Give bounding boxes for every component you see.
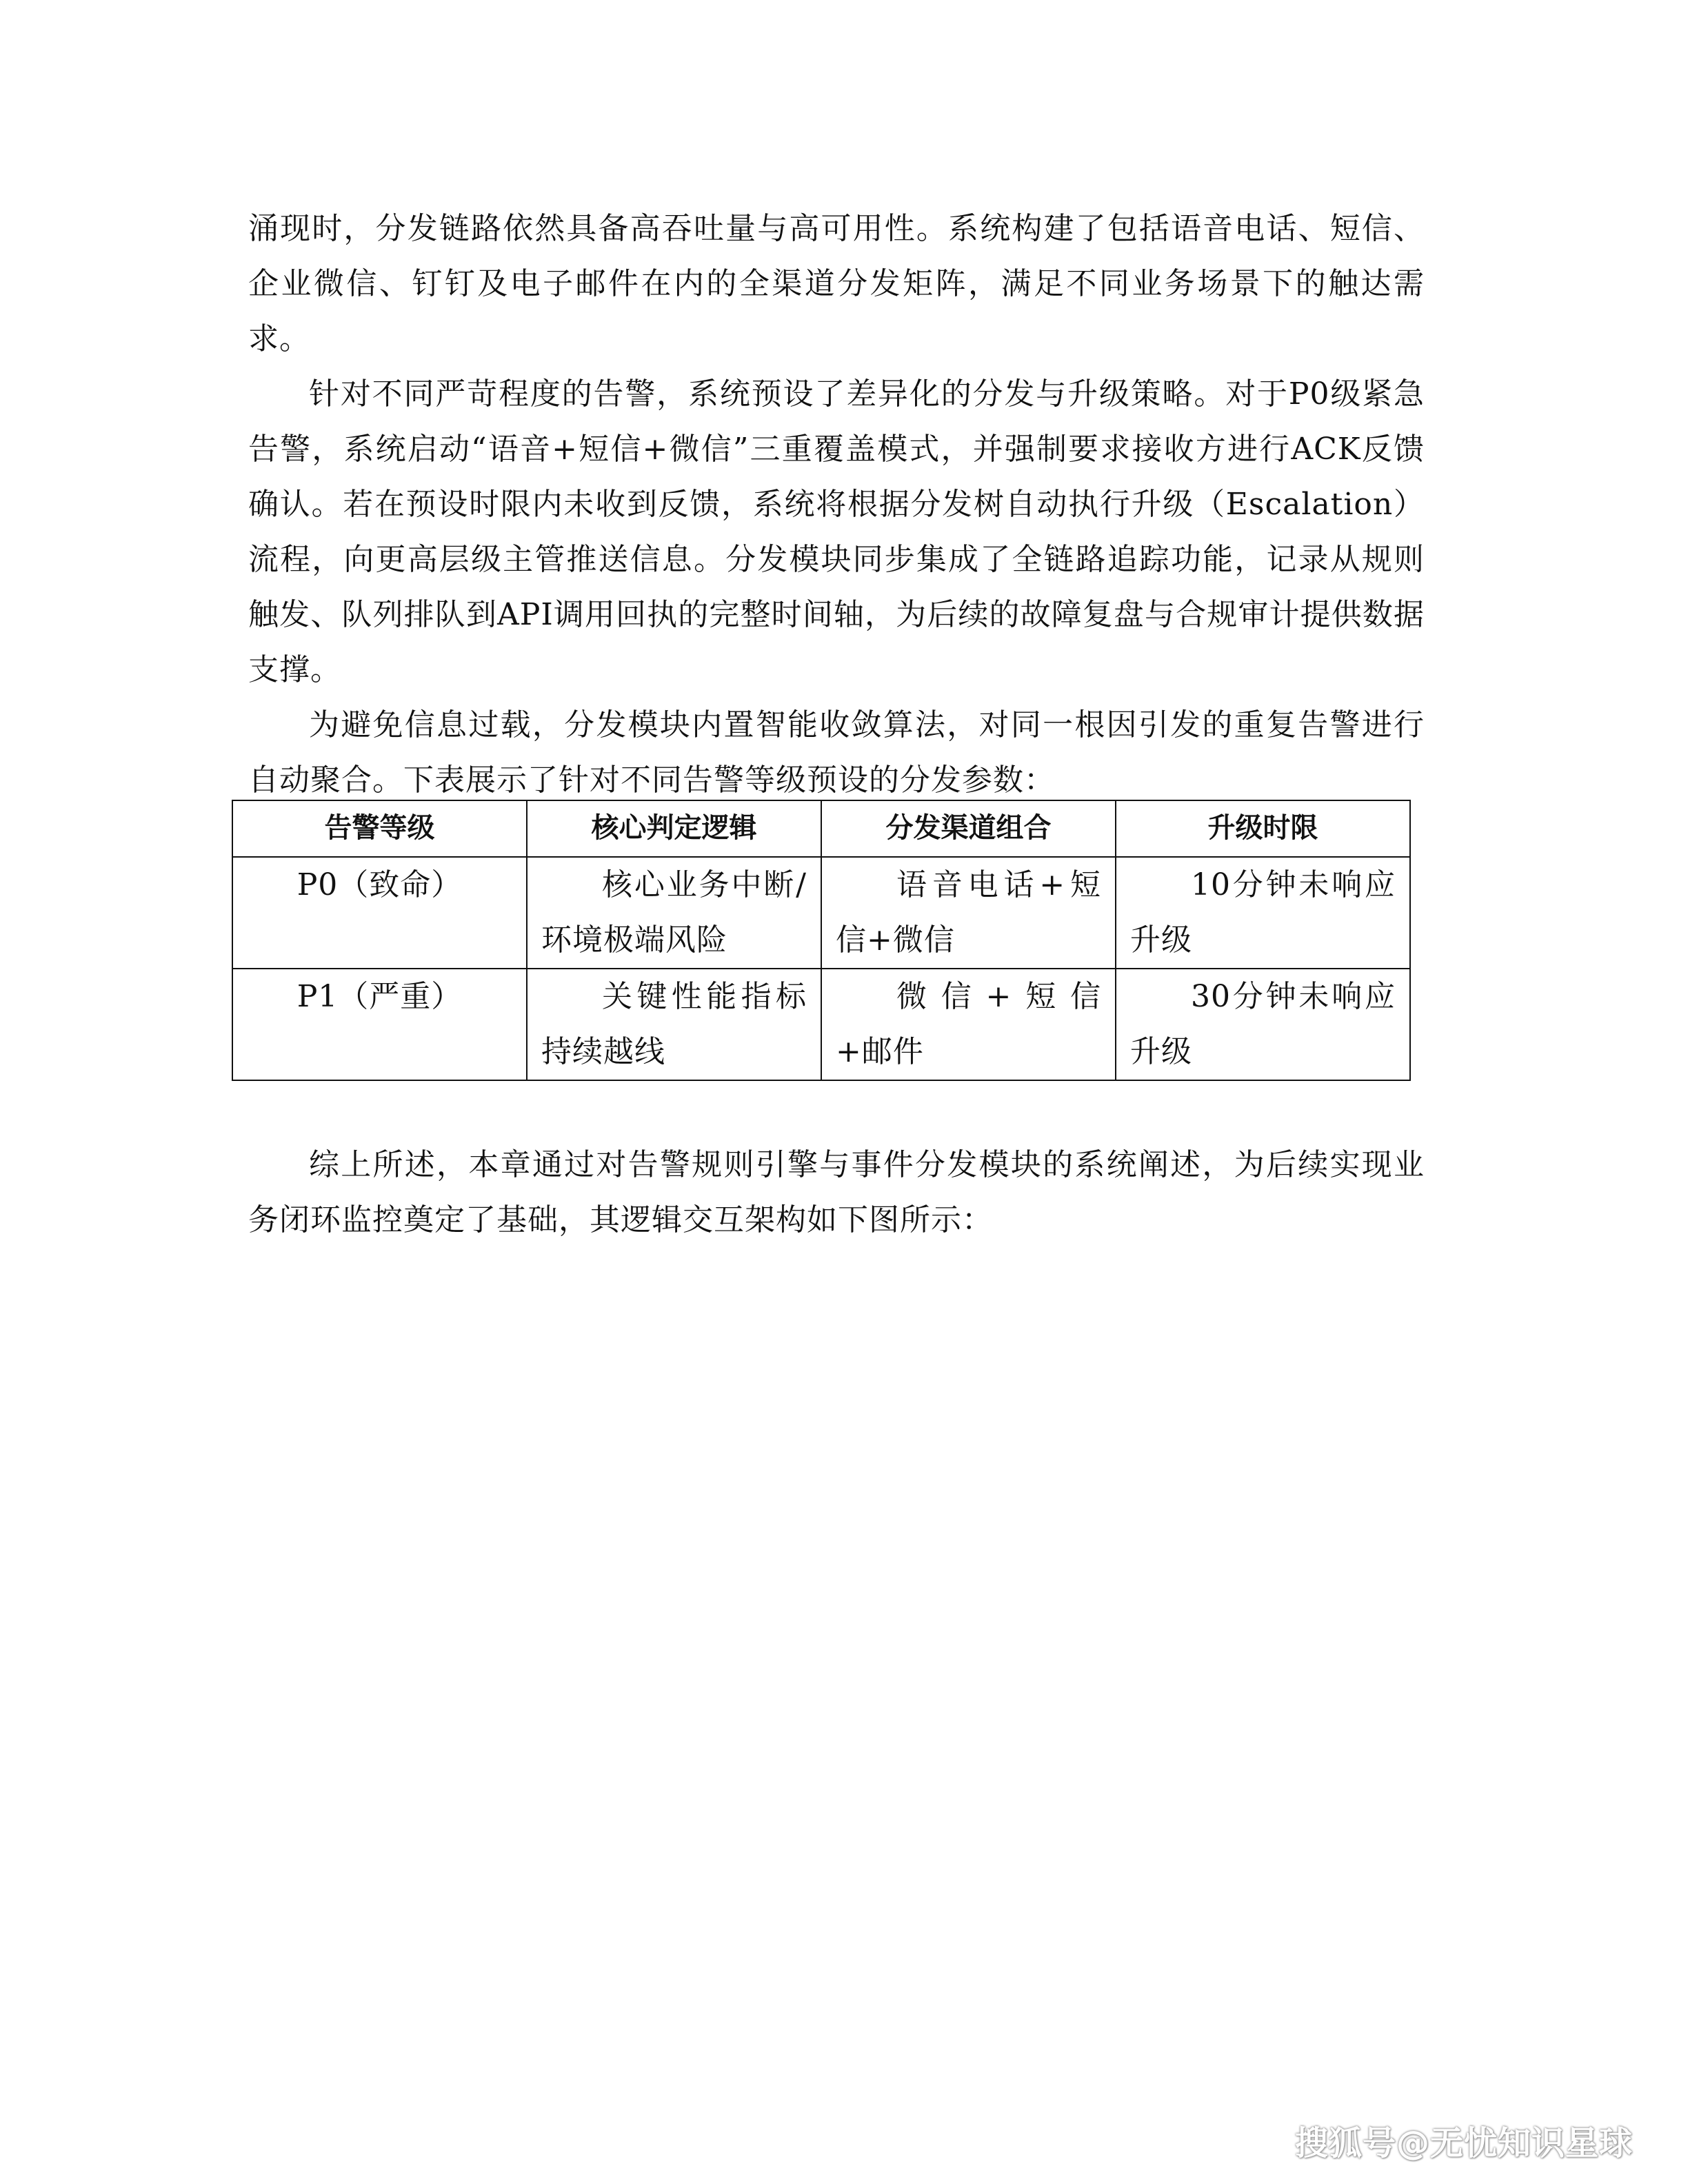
watermark: 搜狐号@无忧知识星球 [1294, 2124, 1633, 2163]
paragraph-1: 涌现时，分发链路依然具备高吞吐量与高可用性。系统构建了包括语音电话、短信、企业微信、钉钉及电子邮件在内的全渠道分发矩阵，满足不同业务场景下的触达需求。 [248, 211, 1425, 356]
table-cell-logic: 关键性能指标持续越线 [527, 969, 821, 1080]
table-header-cell: 升级时限 [1116, 800, 1410, 857]
table-header-row [232, 800, 1410, 857]
paragraph-2: 针对不同严苛程度的告警，系统预设了差异化的分发与升级策略。对于P0级紧急告警，系统启动“语音+短信+微信”三重覆盖模式，并强制要求接收方进行ACK反馈确认。若在预设时限内未收到反馈，系统将根据分发树自动执行升级（Escalation）流程，向更高层级主管推送信息。分发模块同步集成了全链路追踪功能，记录从规则触发、队列排队到API调用回执的完整时间轴，为后续的故障复盘与合规审计提供数据支撑。 [248, 376, 1425, 687]
table-cell-channels: 语音电话+短信+微信 [821, 857, 1116, 969]
table-cell-logic: 核心业务中断/环境极端风险 [527, 857, 821, 969]
table-cell-timeout: 10分钟未响应升级 [1116, 857, 1410, 969]
table-row [232, 969, 1410, 1080]
table-header-cell: 核心判定逻辑 [527, 800, 821, 857]
table-header-cell: 告警等级 [232, 800, 527, 857]
table-cell-channels: 微信+短信+邮件 [821, 969, 1116, 1080]
table-cell-level: P1（严重） [232, 969, 527, 1080]
paragraph-4: 综上所述，本章通过对告警规则引擎与事件分发模块的系统阐述，为后续实现业务闭环监控奠定了基础，其逻辑交互架构如下图所示： [248, 1147, 1425, 1237]
table-cell-timeout: 30分钟未响应升级 [1116, 969, 1410, 1080]
table-cell-level: P0（致命） [232, 857, 527, 969]
paragraph-3: 为避免信息过载，分发模块内置智能收敛算法，对同一根因引发的重复告警进行自动聚合。下表展示了针对不同告警等级预设的分发参数： [248, 707, 1425, 798]
table-header-cell: 分发渠道组合 [821, 800, 1116, 857]
table-row [232, 857, 1410, 969]
alert-params-table [232, 800, 1411, 1081]
